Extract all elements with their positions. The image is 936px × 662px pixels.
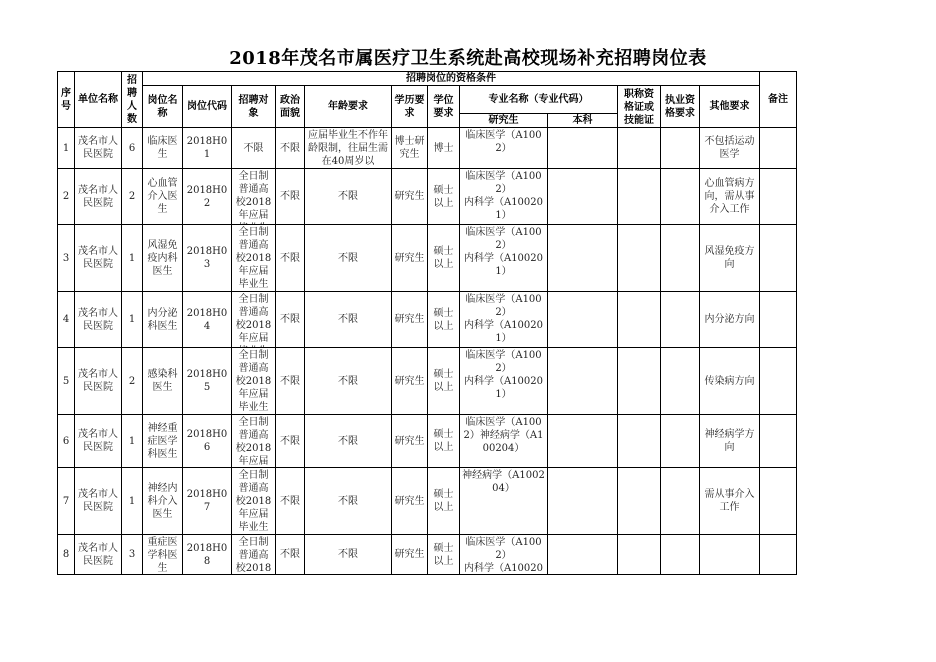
cell-age-text: 不限: [338, 191, 358, 202]
cell-count-text: 1: [128, 314, 136, 325]
cell-other-text: 不包括运动医学: [704, 136, 755, 160]
cell-major-undergrad: [548, 535, 618, 575]
header-unit: 单位名称: [75, 72, 122, 128]
cell-degree-text: 硕士以上: [433, 542, 454, 567]
cell-political-text: 不限: [280, 375, 300, 387]
cell-seq-text: 8: [62, 549, 70, 560]
cell-education-text: 研究生: [394, 495, 425, 507]
cell-unit-text: 茂名市人民医院: [78, 489, 118, 513]
cell-education: [392, 468, 428, 535]
cell-code-text: 2018H02: [186, 184, 228, 209]
cell-seq-text: 3: [62, 252, 70, 264]
cell-education: [392, 415, 428, 468]
cell-code: [183, 415, 232, 468]
cell-political-text: 不限: [280, 191, 300, 202]
cell-unit: [75, 169, 122, 225]
cell-age-text: 不限: [338, 375, 358, 387]
header-target: 招聘对象: [232, 86, 276, 128]
cell-code-text: 2018H06: [186, 429, 228, 453]
major-entry: 内科学（A10020: [463, 562, 544, 574]
cell-degree: [428, 292, 460, 348]
cell-seq: [58, 225, 75, 292]
cell-other: [700, 169, 760, 225]
cell-code-text: 2018H03: [186, 246, 228, 270]
cell-unit: [75, 468, 122, 535]
cell-code-text: 2018H08: [186, 542, 228, 567]
cell-other: [700, 468, 760, 535]
cell-age: [305, 225, 392, 292]
cell-education: [392, 535, 428, 575]
cell-post-text: 风湿免疫内科医生: [147, 239, 178, 277]
cell-age-text: 不限: [338, 435, 358, 447]
cell-degree-text: 硕士以上: [433, 307, 454, 332]
cell-count: [122, 415, 143, 468]
cell-count: [122, 225, 143, 292]
header-title-cert-text: 职称资格证或技能证: [624, 88, 654, 126]
cell-post: [143, 468, 183, 535]
table-row: [58, 169, 797, 225]
header-major-undergrad: 本科: [548, 114, 618, 128]
cell-count-text: 6: [128, 142, 136, 154]
cell-seq: [58, 348, 75, 415]
cell-post-text: 心血管介入医生: [147, 178, 178, 215]
cell-political-text: 不限: [280, 252, 300, 264]
header-qualifications: 招聘岗位的资格条件: [143, 72, 760, 86]
cell-post: [143, 415, 183, 468]
cell-title-cert: [618, 292, 661, 348]
cell-other: [700, 292, 760, 348]
cell-seq: [58, 169, 75, 225]
cell-other-text: 内分泌方向: [704, 314, 755, 325]
table-row: [58, 415, 797, 468]
cell-practice: [661, 292, 700, 348]
cell-seq-text: 1: [62, 142, 70, 154]
cell-unit: [75, 225, 122, 292]
cell-count: [122, 169, 143, 225]
cell-education-text: 研究生: [394, 191, 425, 202]
cell-age: [305, 468, 392, 535]
cell-age-text: 应届毕业生不作年龄限制，往届生需在40周岁以: [308, 129, 388, 167]
cell-code-text: 2018H01: [186, 136, 228, 160]
cell-education-text: 研究生: [394, 252, 425, 264]
cell-remarks: [760, 415, 797, 468]
cell-political: [276, 292, 305, 348]
cell-title-cert: [618, 169, 661, 225]
table-row: [58, 468, 797, 535]
cell-age: [305, 415, 392, 468]
cell-seq: [58, 292, 75, 348]
table-row: [58, 225, 797, 292]
cell-political: [276, 348, 305, 415]
cell-practice: [661, 348, 700, 415]
cell-major-grad: [460, 169, 548, 225]
cell-practice: [661, 225, 700, 292]
cell-code: [183, 348, 232, 415]
cell-political: [276, 535, 305, 575]
cell-education: [392, 169, 428, 225]
major-entry: 内科学（A100201）: [463, 319, 544, 344]
cell-major-grad: [460, 415, 548, 468]
major-entry: 临床医学（A1002）: [465, 129, 542, 154]
cell-post-text: 感染科医生: [147, 369, 178, 393]
cell-count: [122, 535, 143, 575]
cell-target: [232, 128, 276, 169]
header-political: 政治面貌: [276, 86, 305, 128]
cell-remarks: [760, 225, 797, 292]
cell-degree: [428, 169, 460, 225]
cell-seq-text: 5: [62, 375, 70, 387]
cell-political: [276, 415, 305, 468]
table-row: [58, 128, 797, 169]
cell-age: [305, 128, 392, 169]
cell-code-text: 2018H05: [186, 369, 228, 393]
cell-count: [122, 292, 143, 348]
cell-post-text: 神经重症医学科医生: [147, 422, 178, 460]
table-row: [58, 348, 797, 415]
cell-political-text: 不限: [280, 435, 300, 447]
cell-major-undergrad: [548, 468, 618, 535]
header-age: 年龄要求: [305, 86, 392, 128]
cell-target-text: 全日制普通高校2018年应届: [235, 416, 272, 467]
cell-practice: [661, 535, 700, 575]
cell-political-text: 不限: [280, 495, 300, 507]
header-post-code: 岗位代码: [183, 86, 232, 128]
major-entry: 神经病学（A100204）: [462, 469, 545, 494]
major-entry: 临床医学（A1002）: [465, 536, 542, 561]
cell-degree-text: 硕士以上: [433, 369, 454, 393]
header-other: 其他要求: [700, 86, 760, 128]
cell-code: [183, 128, 232, 169]
cell-title-cert: [618, 128, 661, 169]
cell-degree-text: 硕士以上: [433, 489, 454, 513]
cell-degree-text: 硕士以上: [433, 184, 454, 209]
cell-unit-text: 茂名市人民医院: [78, 136, 118, 160]
cell-education-text: 博士研究生: [394, 136, 425, 160]
page-title: 2018年茂名市属医疗卫生系统赴高校现场补充招聘岗位表: [229, 48, 707, 69]
major-entry: 临床医学（A1002）神经病学（A100204）: [463, 416, 544, 454]
cell-practice: [661, 169, 700, 225]
cell-major-undergrad: [548, 415, 618, 468]
header-education: 学历要求: [392, 86, 428, 128]
cell-code: [183, 535, 232, 575]
cell-unit-text: 茂名市人民医院: [78, 307, 118, 332]
cell-unit-text: 茂名市人民医院: [78, 184, 118, 209]
cell-major-grad: [460, 225, 548, 292]
cell-seq-text: 4: [62, 314, 70, 325]
cell-target-text: 全日制普通高校2018年应届: [235, 293, 272, 344]
major-entry: 临床医学（A1002）: [465, 293, 542, 318]
cell-code: [183, 225, 232, 292]
cell-political-text: 不限: [280, 549, 300, 560]
cell-post: [143, 128, 183, 169]
header-post-name: 岗位名称: [143, 86, 183, 128]
cell-remarks: [760, 535, 797, 575]
cell-target-text: 全日制普通高校2018年应届毕业生: [235, 226, 272, 290]
cell-title-cert: [618, 415, 661, 468]
cell-post: [143, 348, 183, 415]
cell-target-text: 不限: [243, 142, 264, 154]
cell-other: [700, 535, 760, 575]
cell-education: [392, 225, 428, 292]
cell-target-text: 全日制普通高校2018年应届毕业生: [235, 349, 272, 413]
cell-target: [232, 535, 276, 575]
cell-other-text: 需从事介入工作: [704, 489, 755, 513]
cell-political-text: 不限: [280, 142, 300, 154]
cell-major-grad: [460, 348, 548, 415]
cell-practice: [661, 415, 700, 468]
cell-other: [700, 225, 760, 292]
cell-seq-text: 6: [62, 435, 70, 447]
cell-other-text: 风湿免疫方向: [704, 246, 755, 270]
cell-other: [700, 415, 760, 468]
cell-practice: [661, 128, 700, 169]
cell-count-text: 2: [128, 191, 136, 202]
cell-degree: [428, 348, 460, 415]
cell-target-text: 全日制普通高校2018: [235, 536, 272, 574]
cell-age: [305, 292, 392, 348]
cell-unit-text: 茂名市人民医院: [78, 246, 118, 270]
cell-remarks: [760, 169, 797, 225]
header-major-grad: 研究生: [460, 114, 548, 128]
header-remarks: 备注: [760, 72, 797, 128]
cell-unit-text: 茂名市人民医院: [78, 369, 118, 393]
cell-other-text: 神经病学方向: [704, 429, 755, 453]
cell-count-text: 2: [128, 375, 136, 387]
cell-target: [232, 348, 276, 415]
cell-target: [232, 468, 276, 535]
cell-degree: [428, 415, 460, 468]
cell-code-text: 2018H07: [186, 489, 228, 513]
cell-major-undergrad: [548, 128, 618, 169]
cell-post: [143, 535, 183, 575]
major-entry: 临床医学（A1002）: [465, 349, 542, 374]
cell-major-grad: [460, 468, 548, 535]
header-count: 招聘人数: [122, 72, 143, 128]
cell-unit: [75, 415, 122, 468]
cell-unit-text: 茂名市人民医院: [78, 429, 118, 453]
cell-seq: [58, 468, 75, 535]
header-practice: 执业资格要求: [661, 86, 700, 128]
cell-remarks: [760, 468, 797, 535]
cell-political-text: 不限: [280, 314, 300, 325]
cell-count-text: 1: [128, 495, 136, 507]
cell-political: [276, 468, 305, 535]
cell-education: [392, 128, 428, 169]
cell-age: [305, 348, 392, 415]
cell-education-text: 研究生: [394, 314, 425, 325]
cell-post-text: 内分泌科医生: [147, 307, 178, 332]
cell-major-grad: [460, 535, 548, 575]
cell-title-cert: [618, 535, 661, 575]
cell-count: [122, 128, 143, 169]
cell-practice: [661, 468, 700, 535]
cell-title-cert: [618, 348, 661, 415]
cell-count: [122, 348, 143, 415]
cell-post-text: 重症医学科医生: [147, 536, 178, 574]
cell-target: [232, 169, 276, 225]
cell-degree: [428, 225, 460, 292]
cell-education: [392, 292, 428, 348]
cell-age-text: 不限: [338, 314, 358, 325]
cell-other: [700, 128, 760, 169]
cell-code: [183, 468, 232, 535]
cell-count: [122, 468, 143, 535]
cell-unit: [75, 292, 122, 348]
cell-degree: [428, 128, 460, 169]
cell-political: [276, 225, 305, 292]
header-title-cert: [618, 86, 661, 128]
cell-unit-text: 茂名市人民医院: [78, 542, 118, 567]
cell-major-undergrad: [548, 169, 618, 225]
major-entry: 内科学（A100201）: [463, 375, 544, 400]
cell-degree-text: 硕士以上: [433, 429, 454, 453]
cell-degree-text: 硕士以上: [433, 246, 454, 270]
cell-education-text: 研究生: [394, 435, 425, 447]
cell-seq: [58, 535, 75, 575]
cell-count-text: 1: [128, 252, 136, 264]
cell-target: [232, 292, 276, 348]
cell-education-text: 研究生: [394, 375, 425, 387]
cell-unit: [75, 128, 122, 169]
cell-other-text: 心血管病方向，需从事介入工作: [704, 178, 755, 215]
cell-title-cert: [618, 468, 661, 535]
cell-post-text: 神经内科介入医生: [147, 482, 178, 520]
cell-degree-text: 博士: [433, 142, 454, 154]
cell-target-text: 全日制普通高校2018年应届毕业生: [235, 469, 272, 533]
cell-post-text: 临床医生: [147, 136, 178, 160]
cell-age: [305, 535, 392, 575]
cell-major-undergrad: [548, 225, 618, 292]
cell-remarks: [760, 128, 797, 169]
major-entry: 临床医学（A1002）: [465, 170, 542, 195]
table-row: [58, 535, 797, 575]
cell-post: [143, 225, 183, 292]
cell-degree: [428, 535, 460, 575]
cell-remarks: [760, 292, 797, 348]
cell-unit: [75, 348, 122, 415]
cell-degree: [428, 468, 460, 535]
table-row: [58, 292, 797, 348]
cell-age-text: 不限: [338, 549, 358, 560]
header-seq: 序号: [58, 72, 75, 128]
major-entry: 内科学（A100201）: [463, 196, 544, 221]
cell-political: [276, 128, 305, 169]
cell-count-text: 1: [128, 435, 136, 447]
cell-other: [700, 348, 760, 415]
cell-title-cert: [618, 225, 661, 292]
cell-major-grad: [460, 292, 548, 348]
cell-major-undergrad: [548, 292, 618, 348]
cell-count-text: 3: [128, 549, 136, 560]
cell-major-grad: [460, 128, 548, 169]
cell-seq: [58, 415, 75, 468]
cell-target-text: 全日制普通高校2018年应届: [235, 170, 272, 221]
cell-other-text: 传染病方向: [704, 375, 755, 387]
cell-remarks: [760, 348, 797, 415]
cell-seq-text: 7: [62, 495, 70, 507]
header-major: 专业名称（专业代码）: [460, 86, 618, 114]
recruitment-table: [57, 71, 797, 575]
cell-code: [183, 292, 232, 348]
major-entry: 临床医学（A1002）: [465, 226, 542, 251]
cell-age-text: 不限: [338, 252, 358, 264]
header-degree: 学位要求: [428, 86, 460, 128]
cell-education: [392, 348, 428, 415]
cell-age: [305, 169, 392, 225]
cell-unit: [75, 535, 122, 575]
cell-code: [183, 169, 232, 225]
cell-age-text: 不限: [338, 495, 358, 507]
cell-post: [143, 292, 183, 348]
cell-major-undergrad: [548, 348, 618, 415]
cell-political: [276, 169, 305, 225]
cell-seq-text: 2: [62, 191, 70, 202]
cell-target: [232, 225, 276, 292]
cell-code-text: 2018H04: [186, 307, 228, 332]
cell-education-text: 研究生: [394, 549, 425, 560]
cell-target: [232, 415, 276, 468]
cell-seq: [58, 128, 75, 169]
major-entry: 内科学（A100201）: [463, 252, 544, 277]
cell-post: [143, 169, 183, 225]
